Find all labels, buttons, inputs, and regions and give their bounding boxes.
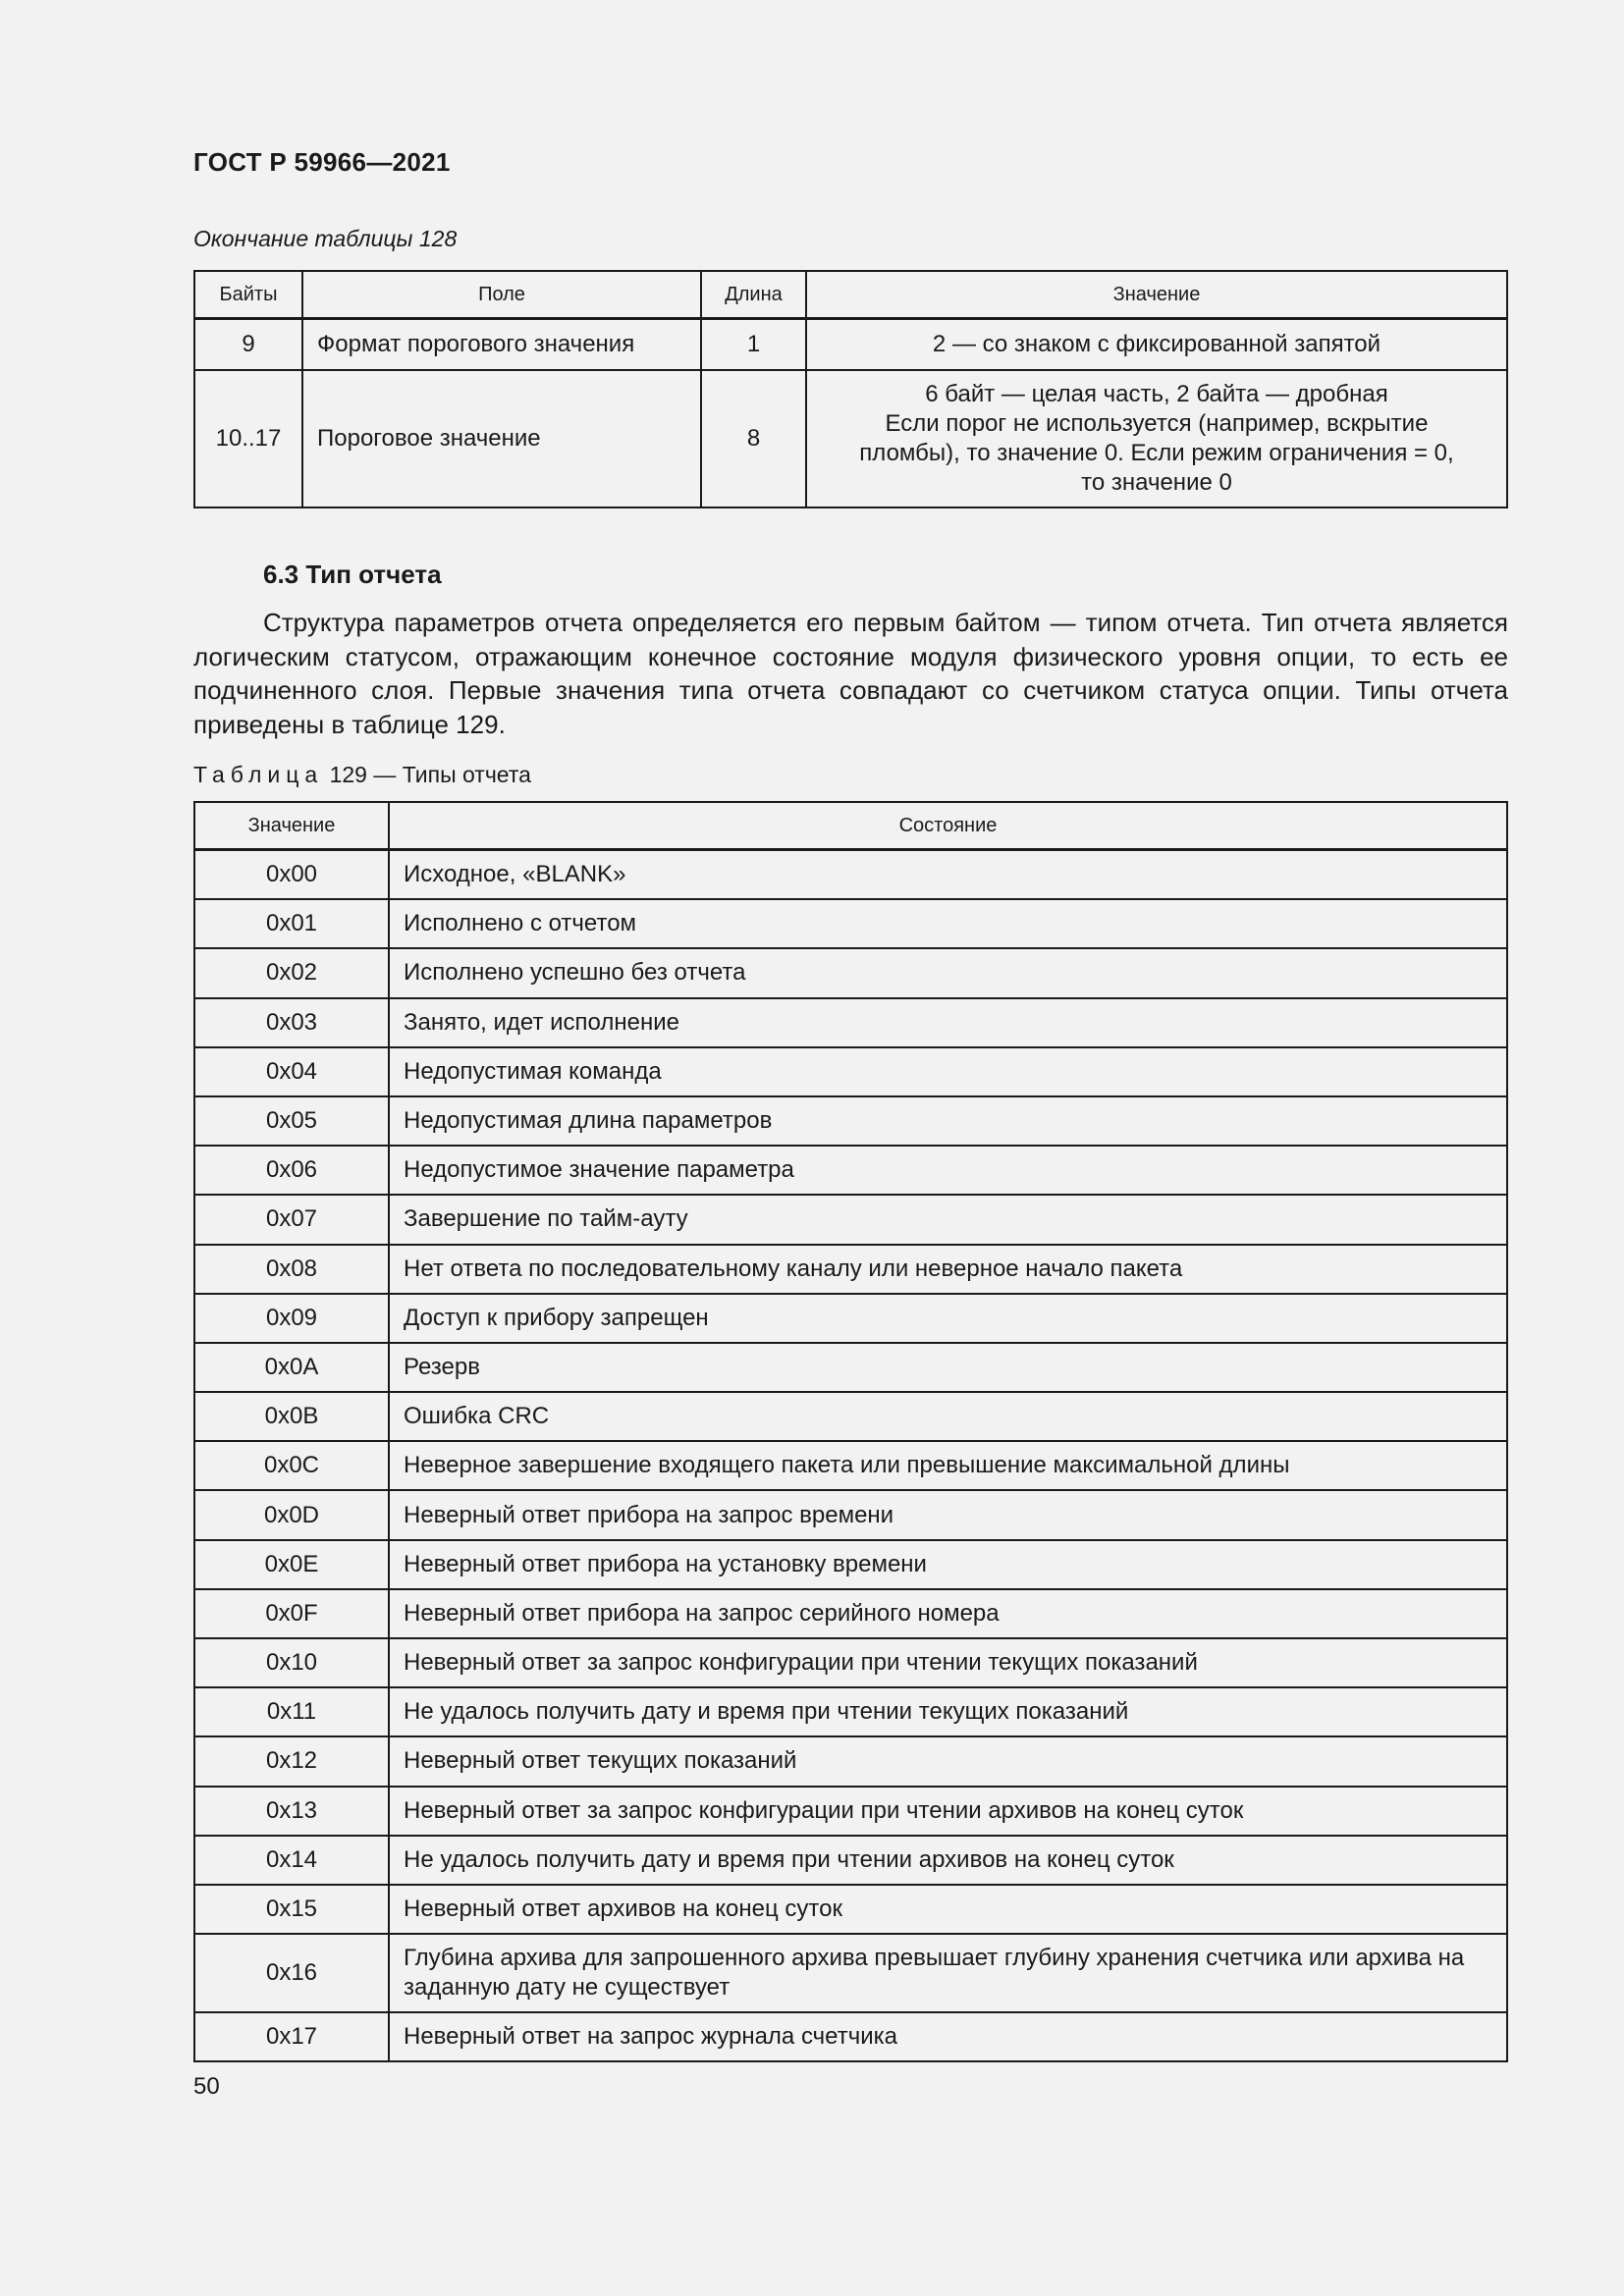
cell-state: Неверный ответ прибора на запрос серийного номера — [389, 1589, 1507, 1638]
table-row — [194, 1540, 1507, 1589]
cell-state: Недопустимое значение параметра — [389, 1146, 1507, 1195]
cell-code: 0x01 — [194, 899, 389, 948]
value-line: пломбы), то значение 0. Если режим ограничения = 0, — [859, 440, 1454, 466]
cell-length: 1 — [701, 319, 806, 371]
table-128-continuation-caption: Окончание таблицы 128 — [193, 226, 458, 251]
cell-code: 0x17 — [194, 2012, 389, 2061]
table-row — [194, 1687, 1507, 1736]
table-row — [194, 1294, 1507, 1343]
table-row — [194, 1736, 1507, 1786]
cell-bytes: 9 — [194, 319, 302, 371]
document-header: ГОСТ Р 59966—2021 — [193, 147, 451, 177]
cell-state: Исходное, «BLANK» — [389, 850, 1507, 900]
cell-code: 0x06 — [194, 1146, 389, 1195]
column-header-field: Поле — [302, 271, 701, 319]
table-row — [194, 1885, 1507, 1934]
value-line: то значение 0 — [1081, 469, 1232, 496]
table-129-caption — [193, 762, 531, 788]
cell-field: Пороговое значение — [302, 370, 701, 507]
cell-code: 0x12 — [194, 1736, 389, 1786]
cell-code: 0x0B — [194, 1392, 389, 1441]
cell-code: 0x15 — [194, 1885, 389, 1934]
table-header-row — [194, 802, 1507, 850]
table-row — [194, 1047, 1507, 1096]
cell-value — [806, 319, 1507, 371]
cell-state: Неверный ответ за запрос конфигурации при чтении текущих показаний — [389, 1638, 1507, 1687]
table-caption-text: 129 — Типы отчета — [329, 762, 531, 787]
table-row — [194, 1195, 1507, 1244]
cell-state: Недопустимая длина параметров — [389, 1096, 1507, 1146]
cell-code: 0x09 — [194, 1294, 389, 1343]
table-header-row — [194, 271, 1507, 319]
section-paragraph: Структура параметров отчета определяется его первым байтом — типом отчета. Тип отчета является логическим статусом, отражающим конечное состояние модуля физического уровня опции, то есть ее подчиненного слоя. Первые значения типа отчета совпадают со счетчиком статуса опции. Типы отчета приведены в таблице 129. — [193, 608, 1508, 739]
table-caption-word: Таблица — [193, 762, 324, 787]
cell-code: 0x00 — [194, 850, 389, 900]
cell-state: Неверный ответ архивов на конец суток — [389, 1885, 1507, 1934]
table-row — [194, 1441, 1507, 1490]
cell-code: 0x14 — [194, 1836, 389, 1885]
cell-code: 0x02 — [194, 948, 389, 997]
table-row — [194, 850, 1507, 900]
value-line: 2 — со знаком с фиксированной запятой — [932, 331, 1381, 357]
cell-code: 0x13 — [194, 1787, 389, 1836]
cell-code: 0x0A — [194, 1343, 389, 1392]
table-row — [194, 1245, 1507, 1294]
cell-code: 0x04 — [194, 1047, 389, 1096]
table-row — [194, 1096, 1507, 1146]
cell-state: Неверное завершение входящего пакета или превышение максимальной длины — [389, 1441, 1507, 1490]
cell-state: Не удалось получить дату и время при чтении текущих показаний — [389, 1687, 1507, 1736]
table-row — [194, 1490, 1507, 1539]
table-129 — [193, 801, 1508, 2062]
table-row — [194, 2012, 1507, 2061]
cell-state: Нет ответа по последовательному каналу или неверное начало пакета — [389, 1245, 1507, 1294]
value-line: Если порог не используется (например, вскрытие — [885, 410, 1429, 437]
table-row — [194, 899, 1507, 948]
cell-code: 0x0E — [194, 1540, 389, 1589]
table-128 — [193, 270, 1508, 508]
cell-state: Неверный ответ за запрос конфигурации при чтении архивов на конец суток — [389, 1787, 1507, 1836]
table-row — [194, 1343, 1507, 1392]
table-row — [194, 998, 1507, 1047]
cell-field: Формат порогового значения — [302, 319, 701, 371]
cell-state: Занято, идет исполнение — [389, 998, 1507, 1047]
cell-state: Резерв — [389, 1343, 1507, 1392]
cell-code: 0x03 — [194, 998, 389, 1047]
table-row — [194, 948, 1507, 997]
cell-code: 0x0C — [194, 1441, 389, 1490]
table-row — [194, 1934, 1507, 2012]
cell-state: Неверный ответ прибора на запрос времени — [389, 1490, 1507, 1539]
table-row — [194, 1392, 1507, 1441]
cell-state: Завершение по тайм-ауту — [389, 1195, 1507, 1244]
cell-state: Глубина архива для запрошенного архива превышает глубину хранения счетчика или архива на заданную дату не существует — [389, 1934, 1507, 2012]
column-header-bytes: Байты — [194, 271, 302, 319]
column-header-value: Значение — [806, 271, 1507, 319]
cell-state: Исполнено успешно без отчета — [389, 948, 1507, 997]
cell-state: Неверный ответ текущих показаний — [389, 1736, 1507, 1786]
cell-code: 0x08 — [194, 1245, 389, 1294]
cell-state: Неверный ответ на запрос журнала счетчика — [389, 2012, 1507, 2061]
cell-state: Неверный ответ прибора на установку времени — [389, 1540, 1507, 1589]
cell-state: Недопустимая команда — [389, 1047, 1507, 1096]
cell-length: 8 — [701, 370, 806, 507]
cell-code: 0x11 — [194, 1687, 389, 1736]
cell-bytes: 10..17 — [194, 370, 302, 507]
cell-state: Не удалось получить дату и время при чтении архивов на конец суток — [389, 1836, 1507, 1885]
table-row — [194, 1787, 1507, 1836]
table-row — [194, 319, 1507, 371]
section-title: 6.3 Тип отчета — [263, 560, 442, 589]
cell-code: 0x0F — [194, 1589, 389, 1638]
value-line: 6 байт — целая часть, 2 байта — дробная — [925, 381, 1388, 407]
table-row — [194, 1638, 1507, 1687]
column-header-value: Значение — [194, 802, 389, 850]
cell-state: Ошибка CRC — [389, 1392, 1507, 1441]
page-number: 50 — [193, 2073, 220, 2100]
cell-value — [806, 370, 1507, 507]
table-row — [194, 1589, 1507, 1638]
table-row — [194, 1146, 1507, 1195]
table-row — [194, 370, 1507, 507]
cell-code: 0x16 — [194, 1934, 389, 2012]
cell-code: 0x05 — [194, 1096, 389, 1146]
cell-state: Доступ к прибору запрещен — [389, 1294, 1507, 1343]
column-header-length: Длина — [701, 271, 806, 319]
cell-code: 0x07 — [194, 1195, 389, 1244]
column-header-state: Состояние — [389, 802, 1507, 850]
cell-code: 0x10 — [194, 1638, 389, 1687]
table-row — [194, 1836, 1507, 1885]
cell-code: 0x0D — [194, 1490, 389, 1539]
cell-state: Исполнено с отчетом — [389, 899, 1507, 948]
